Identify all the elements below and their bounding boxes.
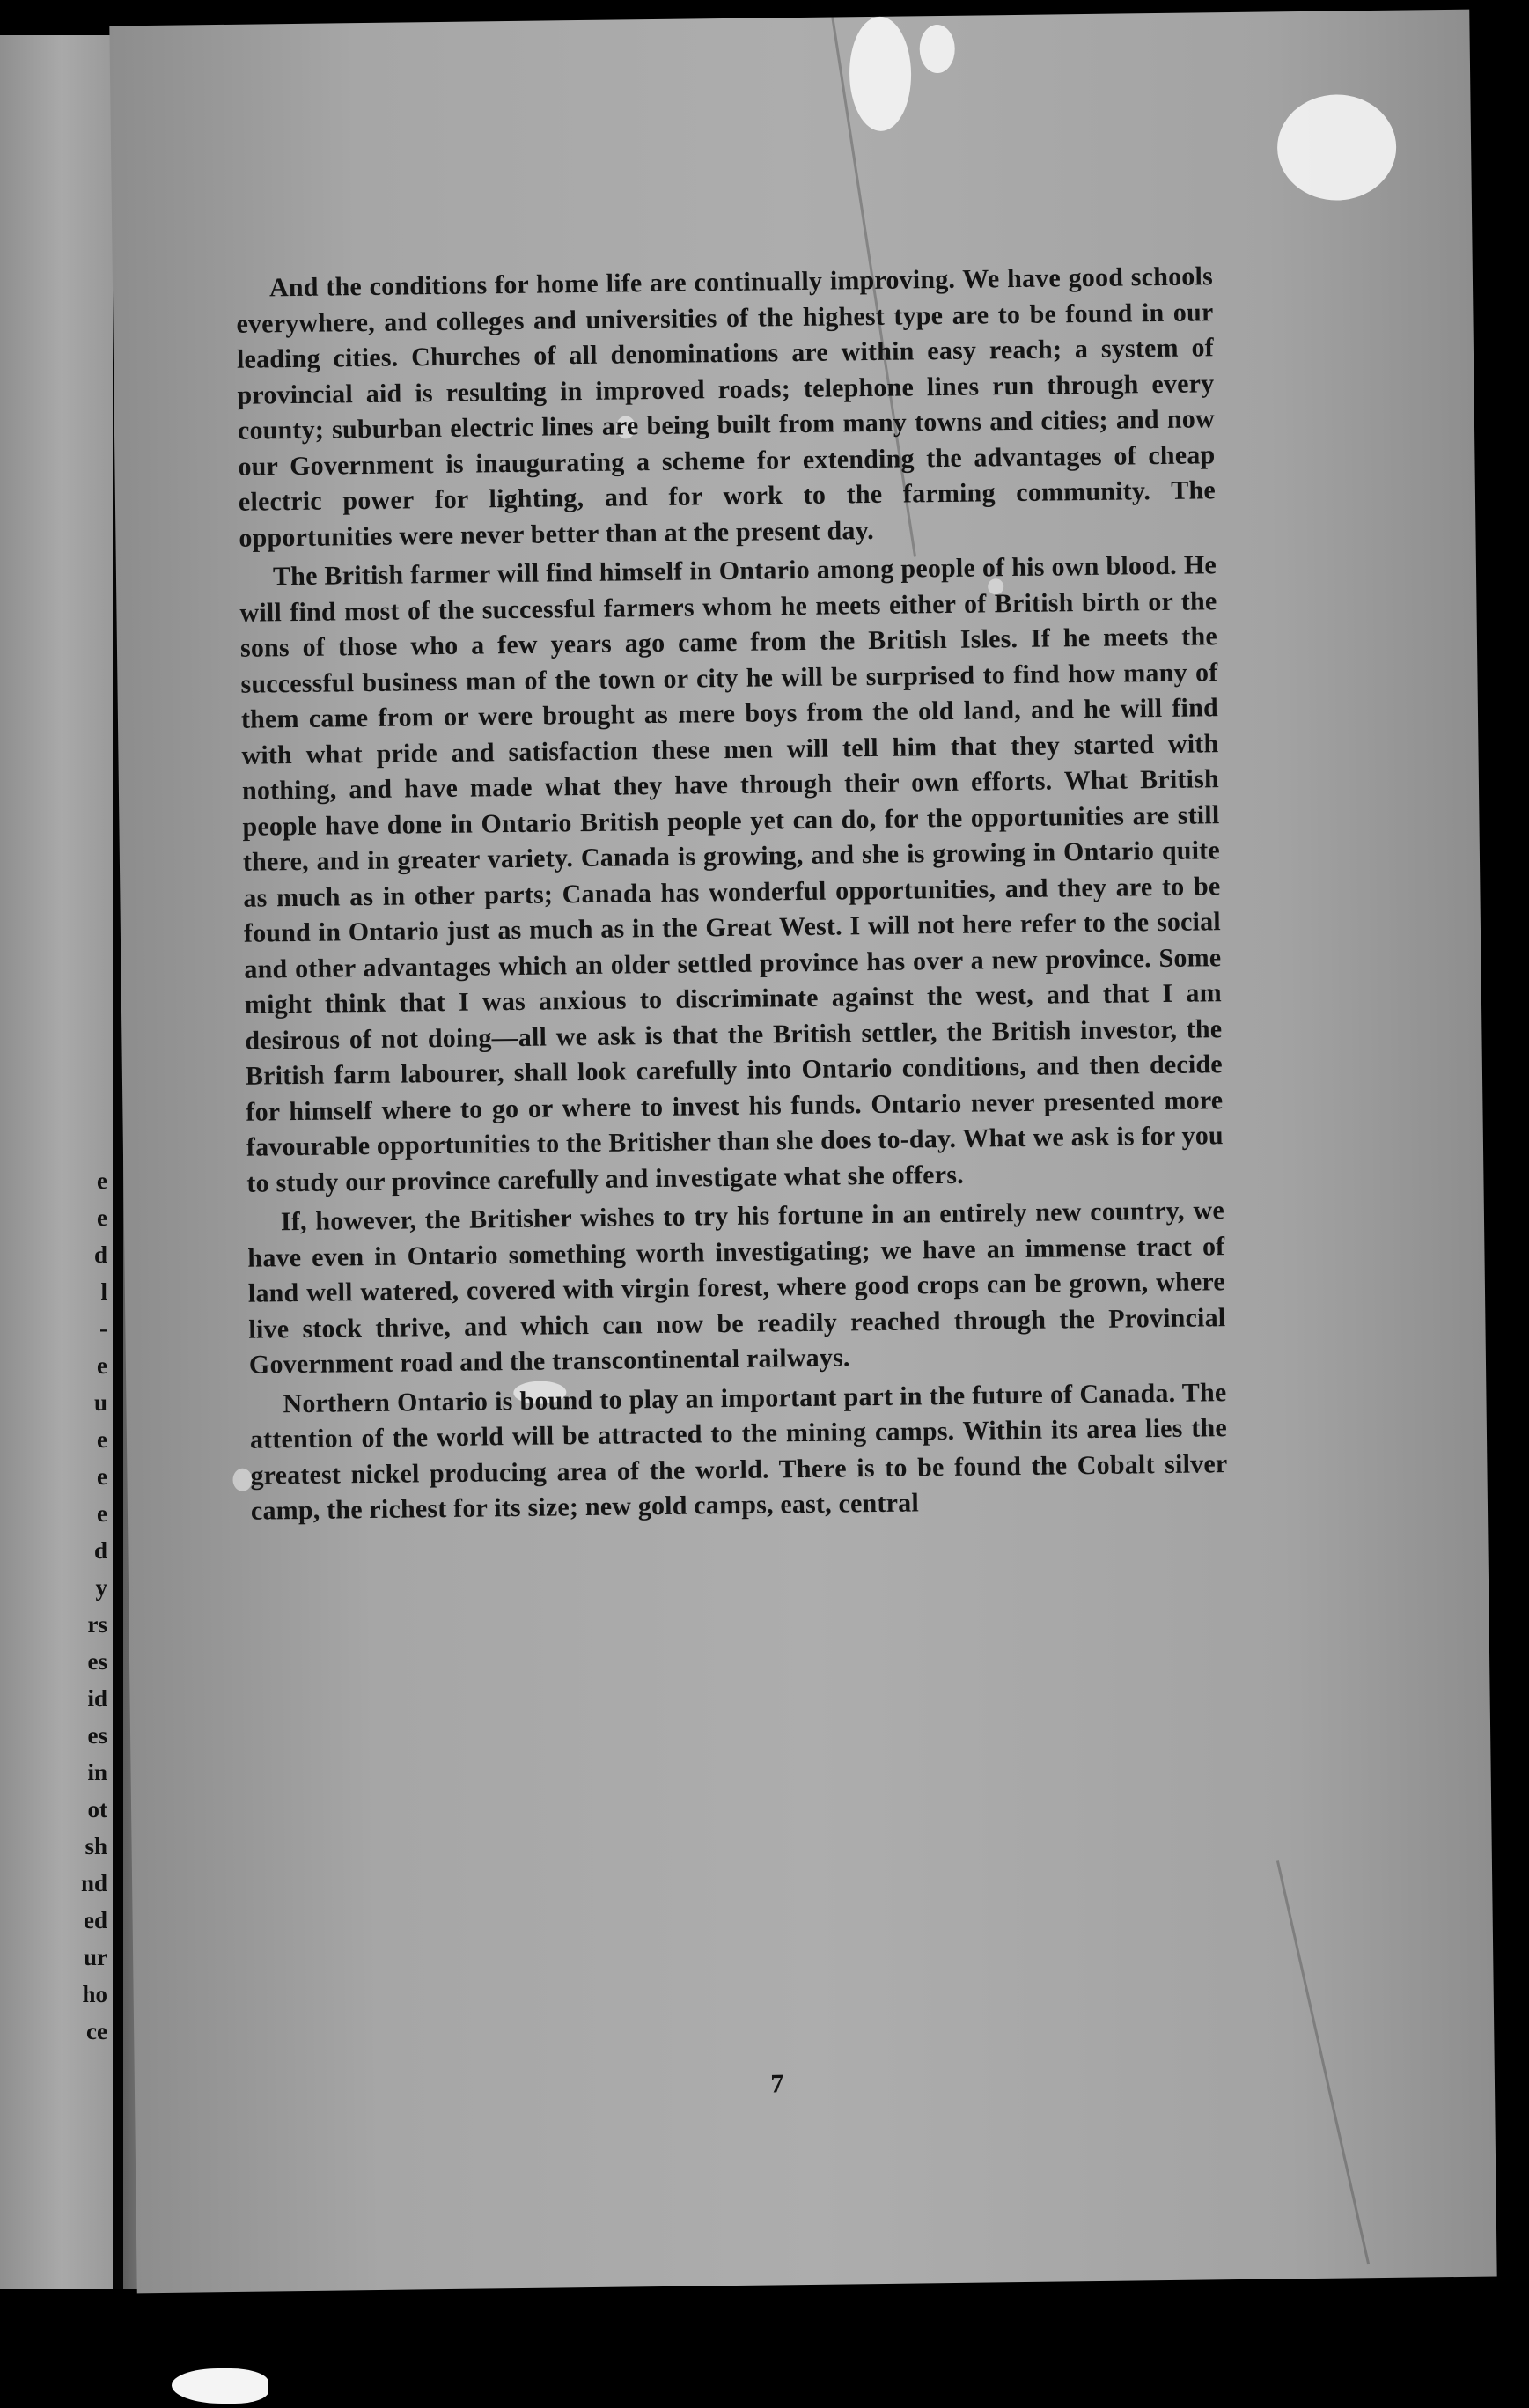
margin-letter: id [87, 1685, 107, 1712]
margin-letter: e [97, 1463, 107, 1490]
left-page-margin-text [55, 1162, 107, 2050]
scan-artifact [172, 2368, 268, 2404]
margin-letter: - [99, 1315, 107, 1342]
margin-letter: es [87, 1722, 107, 1749]
margin-letter: ce [86, 2018, 107, 2044]
margin-letter: y [95, 1574, 107, 1601]
margin-letter: in [87, 1759, 107, 1786]
main-page [109, 10, 1496, 2294]
margin-letter: u [93, 1389, 107, 1416]
paper-spot [1276, 94, 1396, 202]
paper-spot [232, 1469, 252, 1491]
paragraph: And the conditions for home life are continually improving. We have good schools everywhere, and colleges and universities of the highest type are to be found in our leading cities. Churches of all denominations are within easy reach; a system of provincial aid is resulting in improved roads; telephone lines run through every county; suburban electric lines are being built from many towns and cities; and now our Government is inaugurating a scheme for extending the advantages of cheap electric power for lighting, and for work to the farming community. The opportunities were never better than at the present day. [236, 261, 1217, 553]
margin-letter: ur [84, 1944, 107, 1970]
margin-letter: e [97, 1426, 107, 1453]
paragraph: Northern Ontario is bound to play an important part in the future of Canada. The attention of the world will be attracted to the mining camps. Within its area lies the greatest nickel producing area of the world. There is to be found the Cobalt silver camp, the richest for its size; new gold camps, east, central [249, 1377, 1228, 1526]
margin-letter: e [97, 1204, 107, 1231]
page-number: 7 [770, 2069, 784, 2099]
body-text [236, 259, 1228, 1533]
margin-letter: ed [84, 1907, 107, 1933]
margin-letter: e [97, 1500, 107, 1527]
paragraph: The British farmer will find himself in Ontario among people of his own blood. He will find most of the successful farmers whom he meets either of British birth or the sons of those who a few years ago came from the British Isles. If he meets the successful business man of the town or city he will be surprised to find how many of them came from or were brought as mere boys from the old land, and he will find with what pride and satisfaction these men will tell him that they started with nothing, and have made what they have through their own efforts. What British people have done in Ontario British people yet can do, for the opportunities are still there, and in greater variety. Canada is growing, and she is growing in Ontario quite as much as in other parts; Canada has wonderful opportunities, and they are to be found in Ontario just as much as in the Great West. I will not here refer to the social and other advantages which an older settled province has over a new province. Some might think that I was anxious to discriminate against the west, and that I am desirous of not doing—all we ask is that the British settler, the British investor, the British farm labourer, shall look carefully into Ontario conditions, and then decide for himself where to go or where to invest his funds. Ontario never presented more favourable opportunities to the Britisher than she does to-day. What we ask is for you to study our province carefully and investigate what she offers. [239, 550, 1224, 1198]
paragraph: If, however, the Britisher wishes to try his fortune in an entirely new country, we have even in Ontario something worth investigating; we have an immense tract of land well watered, covered with virgin forest, where good crops can be grown, where live stock thrive, and which can now be readily reached through the Provincial Government road and the transcontinental railways. [247, 1196, 1226, 1380]
margin-letter: e [97, 1352, 107, 1379]
margin-letter: d [93, 1537, 107, 1564]
margin-letter: nd [80, 1870, 107, 1896]
margin-letter: ot [87, 1796, 107, 1823]
margin-letter: d [93, 1241, 107, 1268]
margin-letter: sh [85, 1833, 107, 1859]
paper-spot [919, 25, 955, 73]
paper-spot [849, 16, 912, 131]
margin-letter: l [100, 1278, 107, 1305]
paper-crease [1276, 1860, 1370, 2264]
margin-letter: e [97, 1167, 107, 1194]
margin-letter: rs [87, 1611, 107, 1638]
margin-letter: ho [82, 1981, 107, 2007]
left-facing-page [0, 35, 113, 2289]
margin-letter: es [87, 1648, 107, 1675]
